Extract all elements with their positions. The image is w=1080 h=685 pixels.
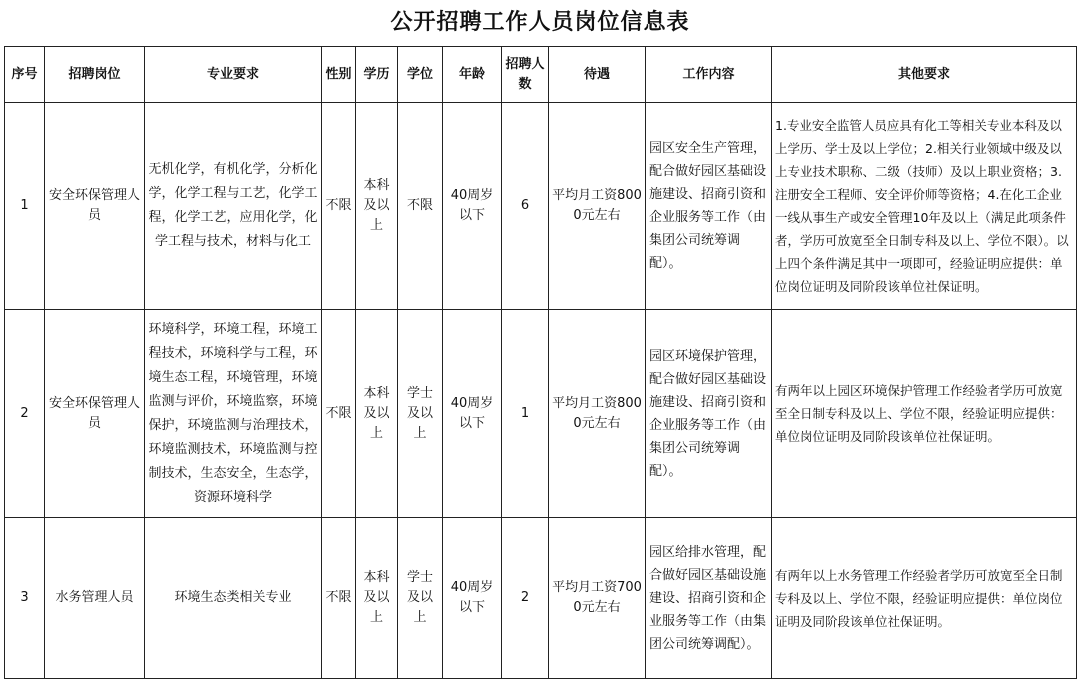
cell-degree: 不限: [398, 103, 443, 310]
header-major: 专业要求: [145, 47, 322, 103]
job-info-table: [4, 46, 1077, 679]
cell-other: 有两年以上水务管理工作经验者学历可放宽至全日制专科及以上、学位不限，经验证明应提供：单位岗位证明及同阶段该单位社保证明。: [772, 518, 1077, 679]
cell-no: 3: [5, 518, 45, 679]
cell-degree: 学士及以上: [398, 310, 443, 518]
cell-degree: 学士及以上: [398, 518, 443, 679]
cell-count: 6: [502, 103, 549, 310]
cell-salary: 平均月工资8000元左右: [549, 310, 646, 518]
table-row: [5, 103, 1077, 310]
cell-salary: 平均月工资8000元左右: [549, 103, 646, 310]
table-row: [5, 518, 1077, 679]
cell-content: 园区安全生产管理，配合做好园区基础设施建设、招商引资和企业服务等工作（由集团公司统筹调配）。: [646, 103, 772, 310]
cell-major: 无机化学，有机化学，分析化学，化学工程与工艺，化学工程，化学工艺，应用化学，化学工程与技术，材料与化工: [145, 103, 322, 310]
header-education: 学历: [356, 47, 398, 103]
cell-count: 1: [502, 310, 549, 518]
cell-content: 园区环境保护管理，配合做好园区基础设施建设、招商引资和企业服务等工作（由集团公司统筹调配）。: [646, 310, 772, 518]
header-salary: 待遇: [549, 47, 646, 103]
cell-position: 安全环保管理人员: [45, 310, 145, 518]
table-row: [5, 310, 1077, 518]
header-no: 序号: [5, 47, 45, 103]
header-gender: 性别: [322, 47, 356, 103]
cell-count: 2: [502, 518, 549, 679]
cell-education: 本科及以上: [356, 103, 398, 310]
page-title: 公开招聘工作人员岗位信息表: [390, 9, 690, 35]
cell-salary: 平均月工资7000元左右: [549, 518, 646, 679]
cell-position: 安全环保管理人员: [45, 103, 145, 310]
table-header-row: [5, 47, 1077, 103]
header-degree: 学位: [398, 47, 443, 103]
header-position: 招聘岗位: [45, 47, 145, 103]
cell-no: 1: [5, 103, 45, 310]
header-content: 工作内容: [646, 47, 772, 103]
header-other: 其他要求: [772, 47, 1077, 103]
cell-other: 1.专业安全监管人员应具有化工等相关专业本科及以上学历、学士及以上学位；2.相关行业领域中级及以上专业技术职称、二级（技师）及以上职业资格；3.注册安全工程师、安全评价师等资格；4.在化工企业一线从事生产或安全管理10年及以上（满足此项条件者，学历可放宽至全日制专科及以上、学位不限）。以上四个条件满足其中一项即可，经验证明应提供：单位岗位证明及同阶段该单位社保证明。: [772, 103, 1077, 310]
cell-no: 2: [5, 310, 45, 518]
cell-major: 环境科学，环境工程，环境工程技术，环境科学与工程，环境生态工程，环境管理，环境监测与评价，环境监察，环境保护，环境监测与治理技术，环境监测技术，环境监测与控制技术，生态安全，生态学，资源环境科学: [145, 310, 322, 518]
cell-gender: 不限: [322, 310, 356, 518]
cell-education: 本科及以上: [356, 310, 398, 518]
cell-gender: 不限: [322, 518, 356, 679]
cell-age: 40周岁以下: [443, 310, 502, 518]
cell-education: 本科及以上: [356, 518, 398, 679]
cell-other: 有两年以上园区环境保护管理工作经验者学历可放宽至全日制专科及以上、学位不限，经验证明应提供：单位岗位证明及同阶段该单位社保证明。: [772, 310, 1077, 518]
cell-position: 水务管理人员: [45, 518, 145, 679]
cell-content: 园区给排水管理，配合做好园区基础设施建设、招商引资和企业服务等工作（由集团公司统筹调配）。: [646, 518, 772, 679]
cell-major: 环境生态类相关专业: [145, 518, 322, 679]
header-count: 招聘人数: [502, 47, 549, 103]
cell-age: 40周岁以下: [443, 103, 502, 310]
cell-age: 40周岁以下: [443, 518, 502, 679]
cell-gender: 不限: [322, 103, 356, 310]
header-age: 年龄: [443, 47, 502, 103]
